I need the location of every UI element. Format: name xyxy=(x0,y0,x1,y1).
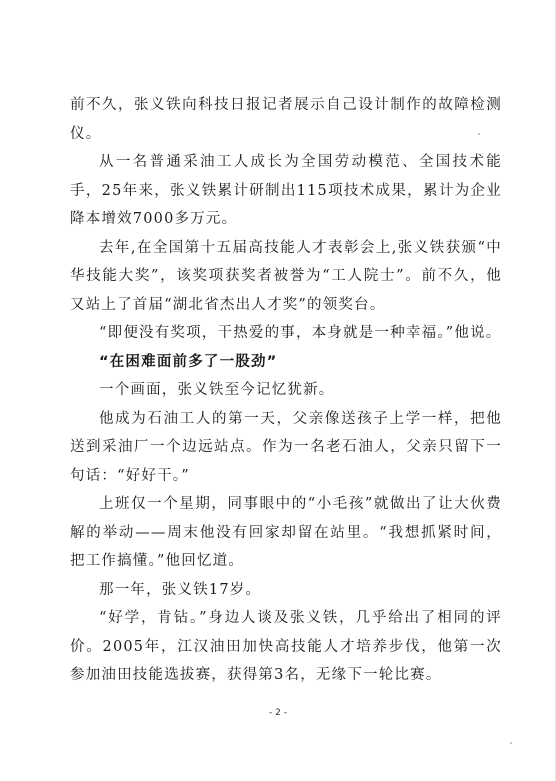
paragraph-4: “即便没有奖项，干热爱的事，本身就是一种幸福。”他说。 xyxy=(99,325,502,341)
paragraph-7: 上班仅一个星期，同事眼中的“小毛孩”就做出了让大伙费解的举动——周末他没有回家却留在站里。“我想抓紧时间，把工作搞懂。”他回忆道。 xyxy=(70,496,502,569)
section-heading: “在困难面前多了一股劲” xyxy=(99,353,278,370)
paragraph-1: 前不久，张义铁向科技日报记者展示自己设计制作的故障检测仪。 xyxy=(70,97,502,142)
paragraph-8: 那一年，张义铁17岁。 xyxy=(99,581,262,598)
page-number: - 2 - xyxy=(269,708,287,718)
paragraph-2: 从一名普通采油工人成长为全国劳动模范、全国技术能手，25年来，张义铁累计研制出115项技术成果，累计为企业降本增效7000多万元。 xyxy=(70,154,502,227)
paragraph-5: 一个画面，张义铁至今记忆犹新。 xyxy=(99,382,335,398)
paragraph-6: 他成为石油工人的第一天，父亲像送孩子上学一样，把他送到采油厂一个边远站点。作为一名老石油人，父亲只留下一句话：“好好干。” xyxy=(70,410,502,484)
paragraph-3: 去年,在全国第十五届高技能人才表彰会上,张义铁获颁“中华技能大奖”，该奖项获奖者被誉为“工人院士”。前不久，他又站上了首届“湖北省杰出人才奖”的领奖台。 xyxy=(70,239,502,313)
scan-speck xyxy=(478,133,480,135)
scan-speck xyxy=(510,742,512,744)
article-body xyxy=(70,91,502,690)
paragraph-9: “好学，肯钻。”身边人谈及张义铁，几乎给出了相同的评价。2005年，江汉油田加快高技能人才培养步伐，他第一次参加油田技能选拔赛，获得第3名，无缘下一轮比赛。 xyxy=(70,610,502,683)
